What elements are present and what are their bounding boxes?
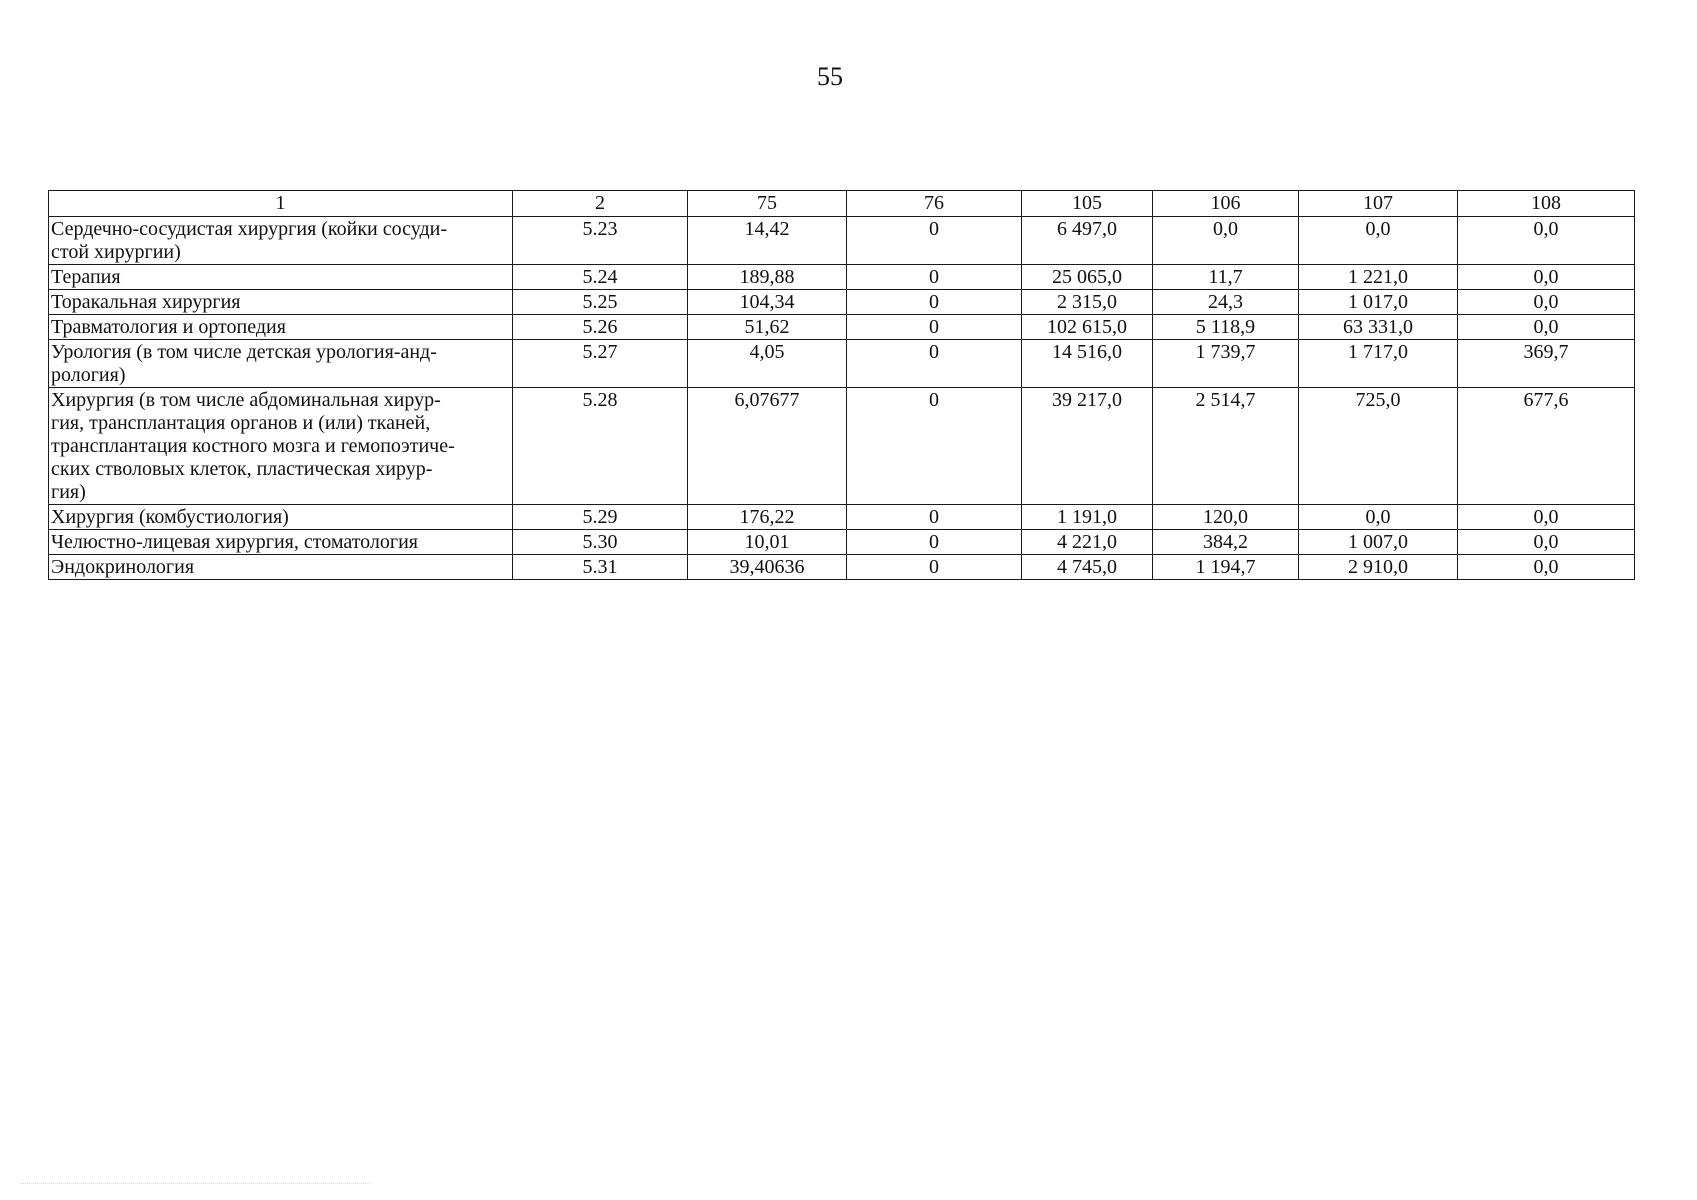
column-header: 76	[847, 191, 1022, 217]
row-label: Эндокринология	[49, 555, 513, 580]
table-cell: 2 315,0	[1022, 290, 1153, 315]
column-header: 107	[1299, 191, 1458, 217]
scan-artifact-line	[20, 1183, 370, 1185]
table-row	[49, 530, 1635, 555]
table-cell: 10,01	[688, 530, 847, 555]
table-cell: 6,07677	[688, 388, 847, 505]
page-number: 55	[817, 62, 843, 91]
table-cell: 14 516,0	[1022, 340, 1153, 388]
table-cell: 0,0	[1458, 555, 1635, 580]
table-cell: 1 017,0	[1299, 290, 1458, 315]
table-row	[49, 340, 1635, 388]
column-header: 105	[1022, 191, 1153, 217]
column-header: 106	[1153, 191, 1299, 217]
table-cell: 5.28	[513, 388, 688, 505]
table-cell: 5 118,9	[1153, 315, 1299, 340]
table-cell: 0	[847, 290, 1022, 315]
table-cell: 1 194,7	[1153, 555, 1299, 580]
table-cell: 176,22	[688, 505, 847, 530]
row-label: Урология (в том числе детская урология-анд- рология)	[49, 340, 513, 388]
table-cell: 0	[847, 555, 1022, 580]
row-label: Хирургия (комбустиология)	[49, 505, 513, 530]
table-cell: 6 497,0	[1022, 217, 1153, 265]
table-row	[49, 505, 1635, 530]
table-row	[49, 555, 1635, 580]
table-cell: 0,0	[1458, 530, 1635, 555]
table-cell: 0,0	[1458, 217, 1635, 265]
table-cell: 25 065,0	[1022, 265, 1153, 290]
table-cell: 0,0	[1458, 505, 1635, 530]
table-cell: 0	[847, 505, 1022, 530]
table-cell: 0,0	[1299, 217, 1458, 265]
table-cell: 11,7	[1153, 265, 1299, 290]
table-cell: 39 217,0	[1022, 388, 1153, 505]
table-cell: 0,0	[1458, 290, 1635, 315]
table-body	[49, 217, 1635, 580]
table-cell: 5.26	[513, 315, 688, 340]
table-cell: 189,88	[688, 265, 847, 290]
table-cell: 1 717,0	[1299, 340, 1458, 388]
row-label: Сердечно-сосудистая хирургия (койки сосуди- стой хирургии)	[49, 217, 513, 265]
table-row	[49, 265, 1635, 290]
table-row	[49, 217, 1635, 265]
table-cell: 677,6	[1458, 388, 1635, 505]
data-table	[48, 190, 1635, 580]
table-cell: 0	[847, 217, 1022, 265]
table-cell: 5.25	[513, 290, 688, 315]
table-cell: 1 739,7	[1153, 340, 1299, 388]
table-cell: 0,0	[1153, 217, 1299, 265]
table-row	[49, 315, 1635, 340]
table-row	[49, 290, 1635, 315]
table-cell: 1 007,0	[1299, 530, 1458, 555]
table-cell: 39,40636	[688, 555, 847, 580]
table-cell: 24,3	[1153, 290, 1299, 315]
table-cell: 5.27	[513, 340, 688, 388]
table-cell: 102 615,0	[1022, 315, 1153, 340]
column-header: 2	[513, 191, 688, 217]
table-cell: 384,2	[1153, 530, 1299, 555]
table-cell: 5.31	[513, 555, 688, 580]
table-header	[49, 191, 1635, 217]
table-cell: 51,62	[688, 315, 847, 340]
row-label: Терапия	[49, 265, 513, 290]
table-cell: 369,7	[1458, 340, 1635, 388]
table-cell: 63 331,0	[1299, 315, 1458, 340]
table-cell: 0	[847, 388, 1022, 505]
table-cell: 5.29	[513, 505, 688, 530]
table-cell: 0	[847, 315, 1022, 340]
table-cell: 4 745,0	[1022, 555, 1153, 580]
table-cell: 2 910,0	[1299, 555, 1458, 580]
table-cell: 2 514,7	[1153, 388, 1299, 505]
table-cell: 0	[847, 340, 1022, 388]
table-cell: 120,0	[1153, 505, 1299, 530]
table-cell: 104,34	[688, 290, 847, 315]
table-cell: 4,05	[688, 340, 847, 388]
table-cell: 725,0	[1299, 388, 1458, 505]
table-row	[49, 388, 1635, 505]
table-cell: 1 221,0	[1299, 265, 1458, 290]
table-cell: 0	[847, 530, 1022, 555]
table-cell: 0,0	[1458, 265, 1635, 290]
row-label: Торакальная хирургия	[49, 290, 513, 315]
table-cell: 14,42	[688, 217, 847, 265]
table-cell: 1 191,0	[1022, 505, 1153, 530]
column-header: 108	[1458, 191, 1635, 217]
table-cell: 5.23	[513, 217, 688, 265]
table-cell: 5.30	[513, 530, 688, 555]
table-cell: 0	[847, 265, 1022, 290]
row-label: Челюстно-лицевая хирургия, стоматология	[49, 530, 513, 555]
table-cell: 0,0	[1458, 315, 1635, 340]
column-header: 75	[688, 191, 847, 217]
row-label: Травматология и ортопедия	[49, 315, 513, 340]
column-header: 1	[49, 191, 513, 217]
table-cell: 0,0	[1299, 505, 1458, 530]
header-row	[49, 191, 1635, 217]
table-cell: 5.24	[513, 265, 688, 290]
row-label: Хирургия (в том числе абдоминальная хирур- гия, трансплантация органов и (или) тканей, трансплантация костного мозга и гемопоэтиче- ских стволовых клеток, пластическая хирур- гия)	[49, 388, 513, 505]
table-cell: 4 221,0	[1022, 530, 1153, 555]
